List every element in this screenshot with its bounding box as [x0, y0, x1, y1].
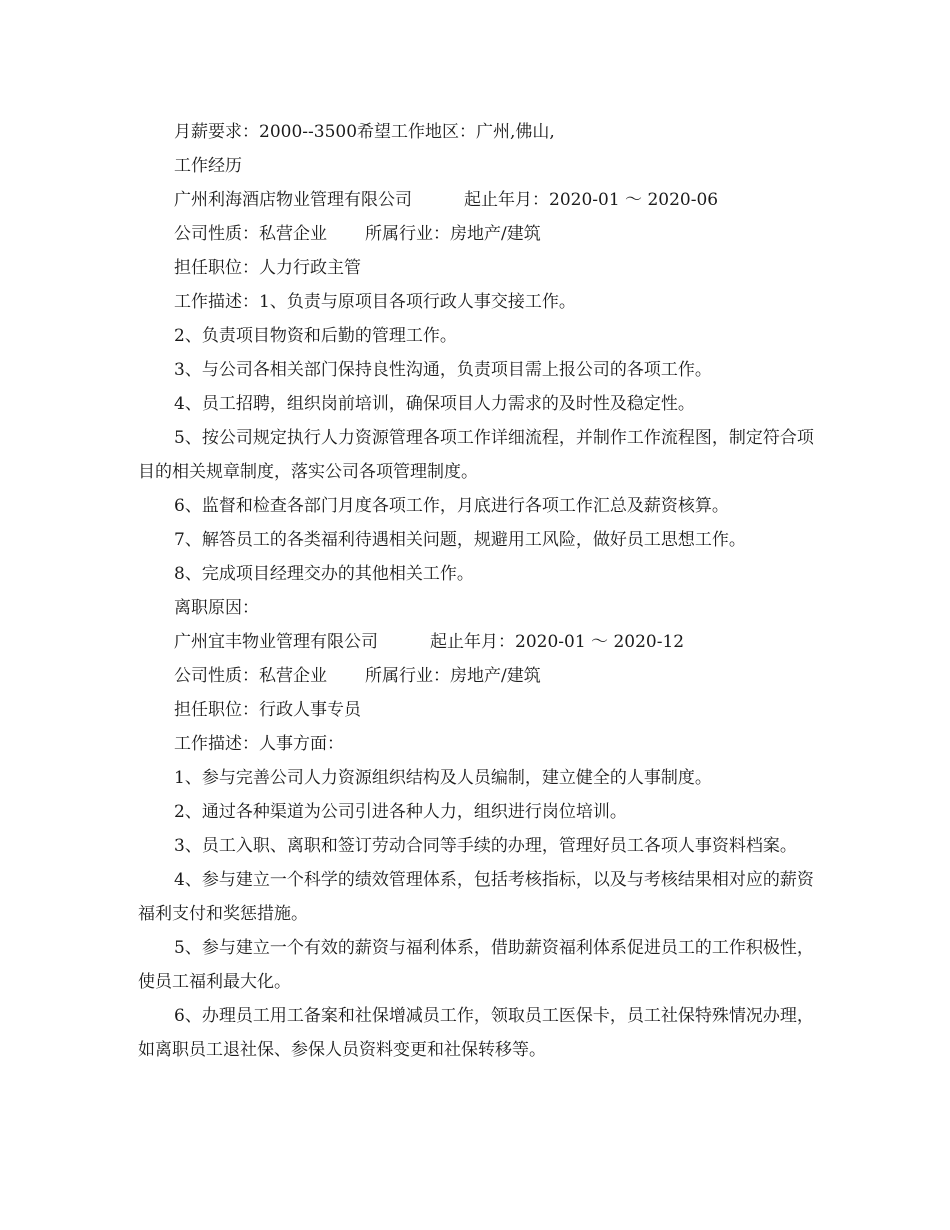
job2-item: 5、参与建立一个有效的薪资与福利体系，借助薪资福利体系促进员工的工作积极性，使员工福利最大化。 [138, 938, 814, 992]
job2-period: 起止年月：2020-01 ～ 2020-12 [430, 632, 685, 652]
job1-position: 担任职位：人力行政主管 [174, 258, 361, 278]
section-title: 工作经历 [174, 156, 242, 176]
resume-body [138, 115, 814, 1067]
job1-item: 2、负责项目物资和后勤的管理工作。 [174, 326, 457, 346]
salary-line: 月薪要求：2000--3500希望工作地区：广州,佛山, [174, 122, 555, 142]
job1-item: 8、完成项目经理交办的其他相关工作。 [174, 564, 474, 584]
job1-header [138, 183, 814, 217]
job2-industry: 所属行业：房地产/建筑 [365, 666, 541, 686]
job2-header [138, 625, 814, 659]
job1-item: 3、与公司各相关部门保持良性沟通，负责项目需上报公司的各项工作。 [174, 360, 712, 380]
job2-nature: 公司性质：私营企业 [174, 666, 327, 686]
job2-position: 担任职位：行政人事专员 [174, 700, 361, 720]
job2-item: 3、员工入职、离职和签订劳动合同等手续的办理，管理好员工各项人事资料档案。 [174, 836, 797, 856]
job1-nature: 公司性质：私营企业 [174, 224, 327, 244]
job1-item: 6、监督和检查各部门月度各项工作，月底进行各项工作汇总及薪资核算。 [174, 496, 729, 516]
job2-desc-intro: 工作描述：人事方面： [174, 734, 344, 754]
job1-period: 起止年月：2020-01 ～ 2020-06 [464, 190, 719, 210]
job1-industry: 所属行业：房地产/建筑 [365, 224, 541, 244]
job2-item: 1、参与完善公司人力资源组织结构及人员编制，建立健全的人事制度。 [174, 768, 712, 788]
job2-company: 广州宜丰物业管理有限公司 [174, 632, 378, 652]
job2-item: 6、办理员工用工备案和社保增减员工作，领取员工医保卡，员工社保特殊情况办理，如离职员工退社保、参保人员资料变更和社保转移等。 [138, 1006, 814, 1060]
job1-desc-intro: 工作描述：1、负责与原项目各项行政人事交接工作。 [174, 292, 576, 312]
job1-item: 5、按公司规定执行人力资源管理各项工作详细流程，并制作工作流程图，制定符合项目的相关规章制度，落实公司各项管理制度。 [138, 428, 814, 482]
job1-company: 广州利海酒店物业管理有限公司 [174, 190, 412, 210]
job1-item: 7、解答员工的各类福利待遇相关问题，规避用工风险，做好员工思想工作。 [174, 530, 746, 550]
job2-item: 4、参与建立一个科学的绩效管理体系，包括考核指标，以及与考核结果相对应的薪资福利支付和奖惩措施。 [138, 870, 814, 924]
job1-meta [138, 217, 814, 251]
job2-meta [138, 659, 814, 693]
job2-item: 2、通过各种渠道为公司引进各种人力，组织进行岗位培训。 [174, 802, 627, 822]
job1-item: 4、员工招聘，组织岗前培训，确保项目人力需求的及时性及稳定性。 [174, 394, 695, 414]
job1-leave-reason: 离职原因： [174, 598, 259, 618]
